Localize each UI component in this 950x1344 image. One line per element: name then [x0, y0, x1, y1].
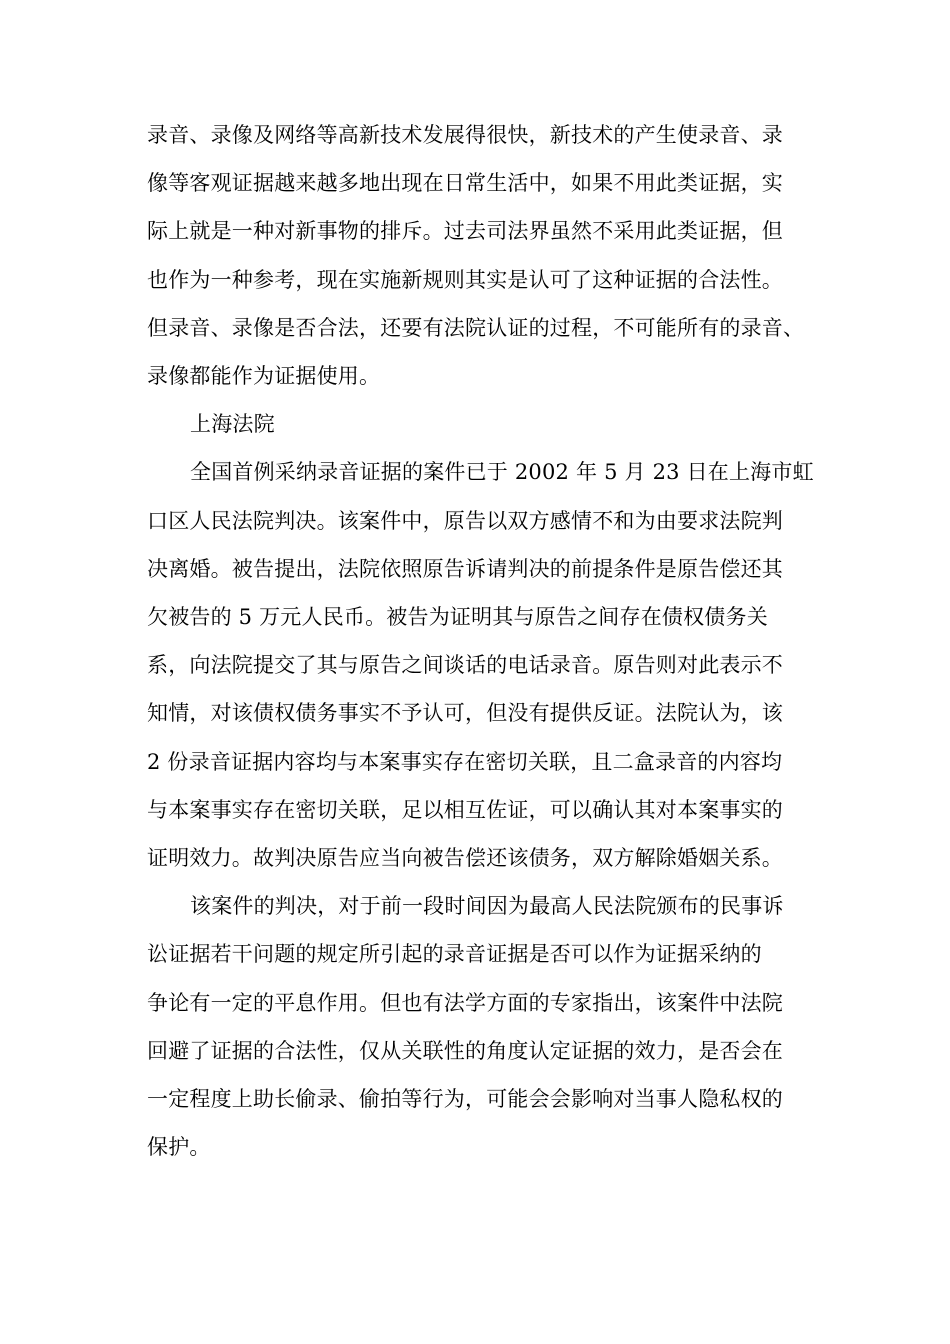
text-line: 知情，对该债权债务事实不予认可，但没有提供反证。法院认为，该 — [147, 701, 783, 726]
text-line: 2 份录音证据内容均与本案事实存在密切关联，且二盒录音的内容均 — [147, 749, 783, 774]
text-line: 争论有一定的平息作用。但也有法学方面的专家指出，该案件中法院 — [147, 990, 783, 1015]
document-body — [147, 111, 815, 1171]
text-line: 回避了证据的合法性，仅从关联性的角度认定证据的效力，是否会在 — [147, 1038, 783, 1063]
text-line: 系，向法院提交了其与原告之间谈话的电话录音。原告则对此表示不 — [147, 653, 783, 678]
text-line: 欠被告的 5 万元人民币。被告为证明其与原告之间存在债权债务关 — [147, 605, 768, 630]
section-heading-shanghai-court — [147, 400, 815, 448]
text-line: 与本案事实存在密切关联，足以相互佐证，可以确认其对本案事实的 — [147, 797, 783, 822]
text-line: 录像都能作为证据使用。 — [147, 364, 381, 389]
text-line: 全国首例采纳录音证据的案件已于 2002 年 5 月 23 日在上海市虹 — [190, 460, 814, 485]
text-line: 该案件的判决，对于前一段时间因为最高人民法院颁布的民事诉 — [190, 894, 784, 919]
section-heading-text: 上海法院 — [190, 412, 275, 437]
text-line: 像等客观证据越来越多地出现在日常生活中，如果不用此类证据，实 — [147, 171, 783, 196]
text-line: 际上就是一种对新事物的排斥。过去司法界虽然不采用此类证据，但 — [147, 219, 783, 244]
text-line: 口区人民法院判决。该案件中，原告以双方感情不和为由要求法院判 — [147, 508, 783, 533]
paragraph-first-case — [147, 448, 815, 882]
paragraph-case-significance — [147, 882, 815, 1171]
text-line: 决离婚。被告提出，法院依照原告诉请判决的前提条件是原告偿还其 — [147, 556, 783, 581]
text-line: 录音、录像及网络等高新技术发展得很快，新技术的产生使录音、录 — [147, 123, 783, 147]
text-line: 保护。 — [147, 1135, 211, 1160]
text-line: 一定程度上助长偷录、偷拍等行为，可能会会影响对当事人隐私权的 — [147, 1087, 783, 1112]
paragraph-recording-technology — [147, 111, 815, 400]
text-line: 证明效力。故判决原告应当向被告偿还该债务，双方解除婚姻关系。 — [147, 846, 783, 871]
text-line: 也作为一种参考，现在实施新规则其实是认可了这种证据的合法性。 — [147, 267, 783, 292]
text-line: 讼证据若干问题的规定所引起的录音证据是否可以作为证据采纳的 — [147, 942, 762, 967]
text-line: 但录音、录像是否合法，还要有法院认证的过程，不可能所有的录音、 — [147, 315, 805, 340]
